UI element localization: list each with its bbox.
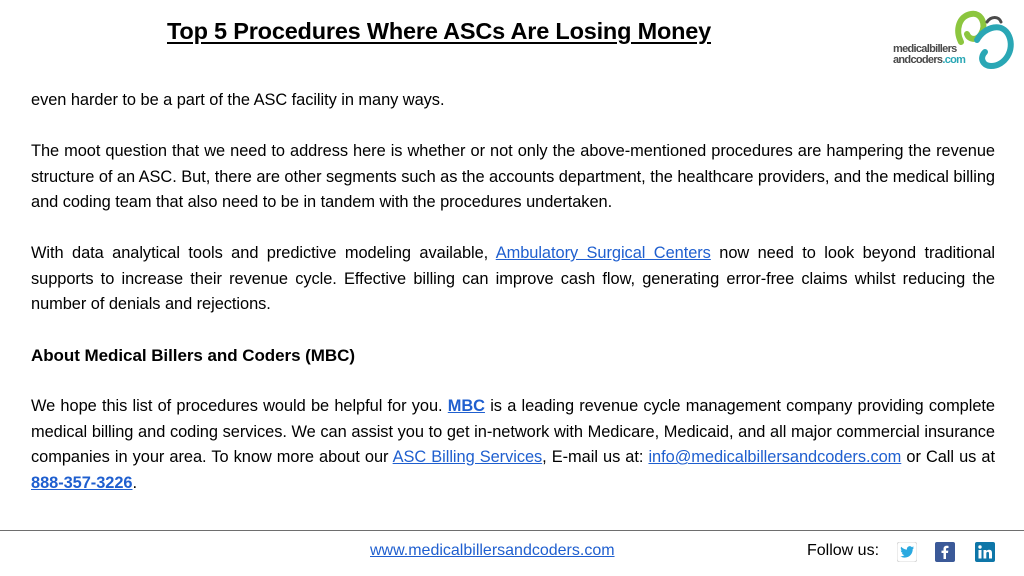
document-body: [31, 88, 995, 496]
logo-text-domain: .com: [942, 54, 966, 66]
call-prefix: or Call us at: [906, 448, 995, 466]
paragraph-about: [31, 394, 995, 496]
linkedin-icon: [975, 542, 995, 562]
analytics-text-before: With data analytical tools and predictive modeling available,: [31, 244, 489, 262]
footer-divider: [0, 530, 1024, 531]
facebook-button[interactable]: [935, 542, 955, 562]
ambulatory-surgical-centers-link[interactable]: Ambulatory Surgical Centers: [495, 244, 711, 262]
follow-us-label: Follow us:: [807, 542, 880, 559]
paragraph-question: The moot question that we need to address here is whether or not only the above-mentioned procedures are hampering the revenue structure of an ASC. But, there are other segments such as the accounts department, the healthcare providers, and the medical billing and coding team that also need to be in tandem with the procedures undertaken.: [31, 142, 995, 211]
phone-link[interactable]: 888-357-3226: [31, 473, 133, 492]
email-prefix: , E-mail us at:: [542, 448, 644, 466]
asc-billing-services-link[interactable]: ASC Billing Services: [392, 448, 543, 466]
email-link[interactable]: info@medicalbillersandcoders.com: [648, 448, 902, 466]
twitter-icon: [897, 542, 917, 562]
twitter-button[interactable]: [897, 542, 917, 562]
about-text-before: We hope this list of procedures would be helpful for you.: [31, 397, 443, 415]
about-text-mid: is a leading revenue cycle management company providing complete medical billing and coding services. We can assist you to get in-network with Medicare, Medicaid, and all major commercial insurance companies in your area. To know more about our: [31, 397, 995, 466]
analytics-text-after: now need to look beyond traditional supports to increase their revenue cycle. Effective billing can improve cash flow, generating error-free claims whilst reducing the number of denials and rejections.: [31, 244, 996, 313]
about-heading: About Medical Billers and Coders (MBC): [31, 346, 355, 365]
paragraph-analytics: [31, 241, 995, 318]
footer-website-link[interactable]: www.medicalbillersandcoders.com: [370, 542, 615, 559]
about-text-end: .: [132, 473, 137, 492]
mbc-link[interactable]: MBC: [447, 397, 485, 415]
logo-text-line1: medicalbillers: [893, 43, 957, 55]
paragraph-intro: even harder to be a part of the ASC facility in many ways.: [31, 91, 445, 109]
linkedin-button[interactable]: [975, 542, 995, 562]
page-title: Top 5 Procedures Where ASCs Are Losing Money: [167, 18, 711, 44]
facebook-icon: [935, 542, 955, 562]
logo-text-line2: andcoders: [893, 54, 943, 66]
company-logo[interactable]: [893, 10, 1015, 72]
